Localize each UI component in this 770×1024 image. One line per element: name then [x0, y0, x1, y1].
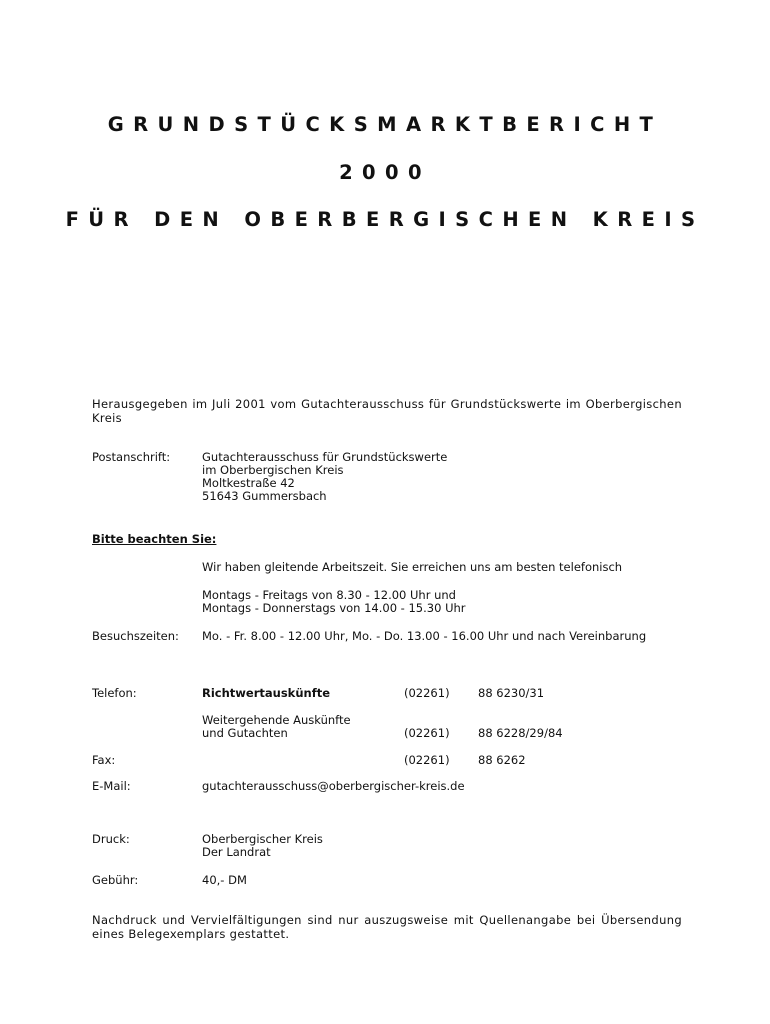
telefon-desc-gutachten — [202, 714, 351, 740]
druck-line: Der Landrat — [202, 845, 271, 859]
druck-label: Druck: — [92, 832, 130, 846]
telefon-number: 88 6228/29/84 — [478, 726, 563, 740]
druck-value — [202, 833, 323, 859]
notice-text: Wir haben gleitende Arbeitszeit. Sie erreichen uns am besten telefonisch — [202, 560, 623, 574]
report-year: 2000 — [339, 161, 431, 184]
email-label: E-Mail: — [92, 779, 131, 793]
email-address[interactable]: gutachterausschuss@oberbergischer-kreis.de — [202, 779, 465, 793]
besuchszeiten-label: Besuchszeiten: — [92, 629, 179, 643]
fax-number: 88 6262 — [478, 753, 526, 767]
fax-label: Fax: — [92, 753, 116, 767]
report-subtitle: FÜR DEN OBERBERGISCHEN KREIS — [65, 208, 705, 231]
postanschrift-label: Postanschrift: — [92, 450, 171, 464]
publisher-text: Herausgegeben im Juli 2001 vom Gutachterausschuss für Grundstückswerte im Oberbergischen Kreis — [92, 397, 682, 425]
telefon-number: 88 6230/31 — [478, 686, 545, 700]
telefon-desc-line: und Gutachten — [202, 726, 288, 740]
telefon-label: Telefon: — [92, 686, 137, 700]
telefon-desc-line: Weitergehende Auskünfte — [202, 713, 351, 727]
notice-heading: Bitte beachten Sie: — [92, 532, 217, 546]
druck-line: Oberbergischer Kreis — [202, 832, 323, 846]
address-line: Gutachterausschuss für Grundstückswerte — [202, 450, 448, 464]
telefon-desc-richtwert: Richtwertauskünfte — [202, 686, 331, 700]
address-line: 51643 Gummersbach — [202, 489, 327, 503]
fax-area-code: (02261) — [404, 753, 450, 767]
address-line: im Oberbergischen Kreis — [202, 463, 344, 477]
gebuehr-label: Gebühr: — [92, 873, 139, 887]
telefon-area-code: (02261) — [404, 726, 450, 740]
address-line: Moltkestraße 42 — [202, 476, 295, 490]
hours-line: Montags - Donnerstags von 14.00 - 15.30 Uhr — [202, 601, 466, 615]
office-hours — [202, 589, 466, 615]
report-title: GRUNDSTÜCKSMARKTBERICHT — [107, 113, 663, 136]
hours-line: Montags - Freitags von 8.30 - 12.00 Uhr und — [202, 588, 456, 602]
gebuehr-value: 40,- DM — [202, 873, 247, 887]
telefon-area-code: (02261) — [404, 686, 450, 700]
postal-address — [202, 451, 447, 503]
besuchszeiten-value: Mo. - Fr. 8.00 - 12.00 Uhr, Mo. - Do. 13.00 - 16.00 Uhr und nach Vereinbarung — [202, 629, 647, 643]
copyright-note: Nachdruck und Vervielfältigungen sind nur auszugsweise mit Quellenangabe bei Übersendung eines Belegexemplars gestattet. — [92, 913, 682, 941]
